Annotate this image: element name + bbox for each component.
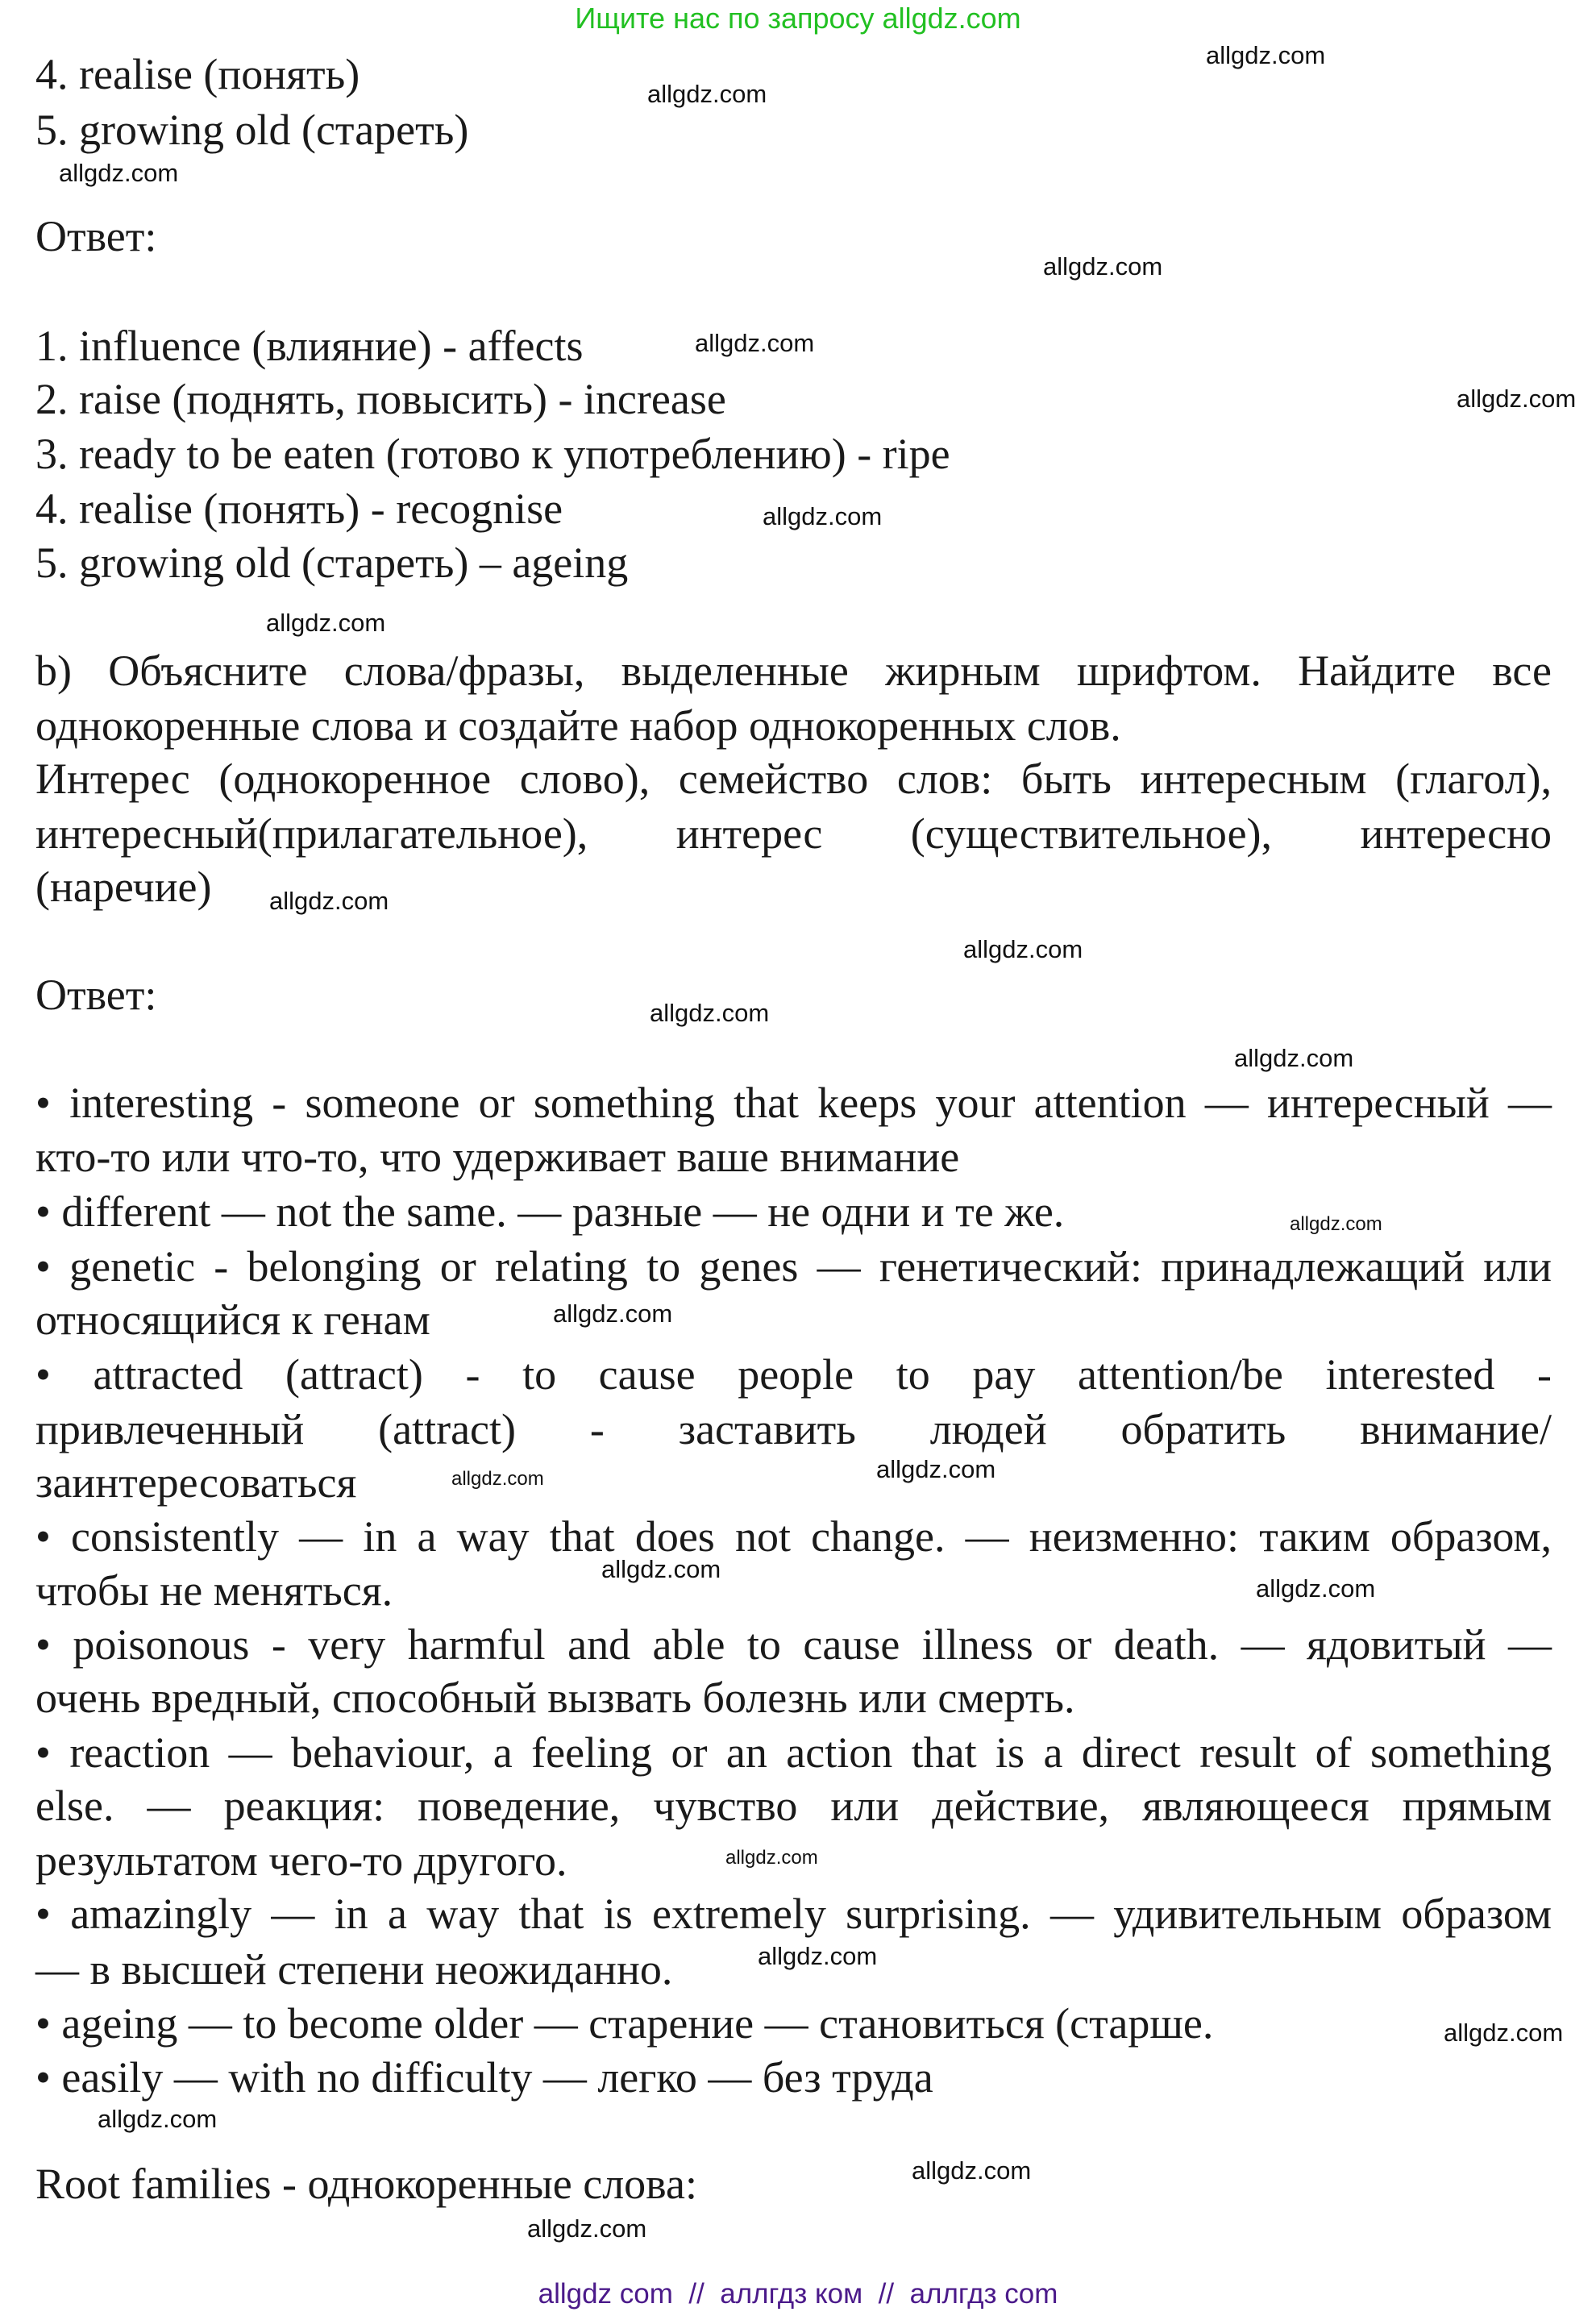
bullet-line: else. — реакция: поведение, чувство или действие, являющееся прямым — [35, 1782, 1552, 1830]
watermark: allgdz.com — [59, 159, 179, 187]
watermark: allgdz.com — [269, 887, 389, 915]
text-line: (наречие) — [35, 863, 212, 911]
bullet-line: • consistently — in a way that does not change. — неизменно: таким образом, — [35, 1512, 1552, 1561]
bullet-line: привлеченный (attract) - заставить людей обратить внимание/ — [35, 1405, 1552, 1453]
bullet-line: чтобы не меняться. — [35, 1566, 393, 1615]
watermark: allgdz.com — [601, 1555, 721, 1583]
bullet-line: • interesting - someone or something that keeps your attention — интересный — — [35, 1079, 1552, 1127]
text-line: 5. growing old (стареть) — [35, 106, 469, 154]
watermark: allgdz.com — [527, 2214, 647, 2243]
watermark: allgdz.com — [1256, 1574, 1376, 1603]
task-b-line: b) Объясните слова/фразы, выделенные жирным шрифтом. Найдите все — [35, 647, 1552, 695]
bullet-line: • attracted (attract) - to cause people to pay attention/be interested - — [35, 1350, 1552, 1399]
bullet-line: заинтересоваться — [35, 1458, 357, 1507]
bullet-line: кто-то или что-то, что удерживает ваше внимание — [35, 1133, 960, 1181]
task-b-line: однокоренные слова и создайте набор однокоренных слов. — [35, 701, 1121, 750]
watermark: allgdz.com — [695, 329, 815, 357]
answer-heading: Ответ: — [35, 212, 157, 260]
footer-separator: // — [878, 2278, 895, 2310]
text-line: 1. influence (влияние) - affects — [35, 322, 584, 370]
text-line: Интерес (однокоренное слово), семейство слов: быть интересным (глагол), — [35, 755, 1552, 803]
text-line: 2. raise (поднять, повысить) - increase — [35, 375, 726, 423]
text-line: 4. realise (понять) — [35, 50, 360, 98]
watermark: allgdz.com — [1444, 2019, 1564, 2047]
text-line: 3. ready to be eaten (готово к употреблению) - ripe — [35, 430, 950, 478]
watermark: allgdz.com — [553, 1299, 673, 1328]
bullet-line: • different — not the same. — разные — не одни и те же. — [35, 1187, 1065, 1236]
footer-link-allgdz[interactable]: allgdz com — [538, 2278, 673, 2310]
watermark: allgdz.com — [1290, 1213, 1382, 1235]
bullet-line: • easily — with no difficulty — легко — без труда — [35, 2053, 933, 2102]
watermark: allgdz.com — [912, 2156, 1032, 2185]
watermark: allgdz.com — [963, 935, 1083, 963]
watermark: allgdz.com — [725, 1847, 818, 1869]
watermark: allgdz.com — [763, 502, 883, 530]
bullet-line: • reaction — behaviour, a feeling or an action that is a direct result of something — [35, 1728, 1552, 1777]
watermark: allgdz.com — [1206, 41, 1326, 69]
watermark: allgdz.com — [98, 2105, 218, 2133]
bullet-line: результатом чего-то другого. — [35, 1836, 567, 1885]
text-line: 5. growing old (стареть) – ageing — [35, 538, 629, 587]
bullet-line: • poisonous - very harmful and able to cause illness or death. — ядовитый — — [35, 1620, 1552, 1669]
footer-link-allgdz-ru[interactable]: аллгдз ком — [720, 2278, 863, 2310]
bullet-line: относящийся к генам — [35, 1295, 430, 1344]
answer-heading: Ответ: — [35, 971, 157, 1019]
watermark: allgdz.com — [647, 80, 767, 108]
watermark: allgdz.com — [650, 999, 770, 1027]
watermark: allgdz.com — [451, 1468, 544, 1490]
bullet-line: • amazingly — in a way that is extremely surprising. — удивительным образом — [35, 1890, 1552, 1938]
footer-links — [0, 2278, 1596, 2310]
footer-separator: // — [688, 2278, 704, 2310]
search-hint-link[interactable]: Ищите нас по запросу allgdz.com — [575, 2, 1021, 35]
watermark: allgdz.com — [876, 1455, 996, 1483]
bullet-line: • ageing — to become older — старение — становиться (старше. — [35, 1999, 1214, 2048]
section-heading: Root families - однокоренные слова: — [35, 2160, 697, 2208]
bullet-line: • genetic - belonging or relating to genes — генетический: принадлежащий или — [35, 1242, 1552, 1291]
watermark: allgdz.com — [758, 1942, 878, 1970]
watermark: allgdz.com — [266, 609, 386, 637]
bullet-line: — в высшей степени неожиданно. — [35, 1945, 673, 1994]
watermark: allgdz.com — [1457, 385, 1577, 413]
bullet-line: очень вредный, способный вызвать болезнь или смерть. — [35, 1674, 1075, 1722]
watermark: allgdz.com — [1043, 252, 1163, 281]
watermark: allgdz.com — [1234, 1044, 1354, 1072]
footer-link-allgdz-mixed[interactable]: аллгдз com — [909, 2278, 1058, 2310]
text-line: 4. realise (понять) - recognise — [35, 484, 563, 533]
text-line: интересный(прилагательное), интерес (существительное), интересно — [35, 809, 1552, 858]
